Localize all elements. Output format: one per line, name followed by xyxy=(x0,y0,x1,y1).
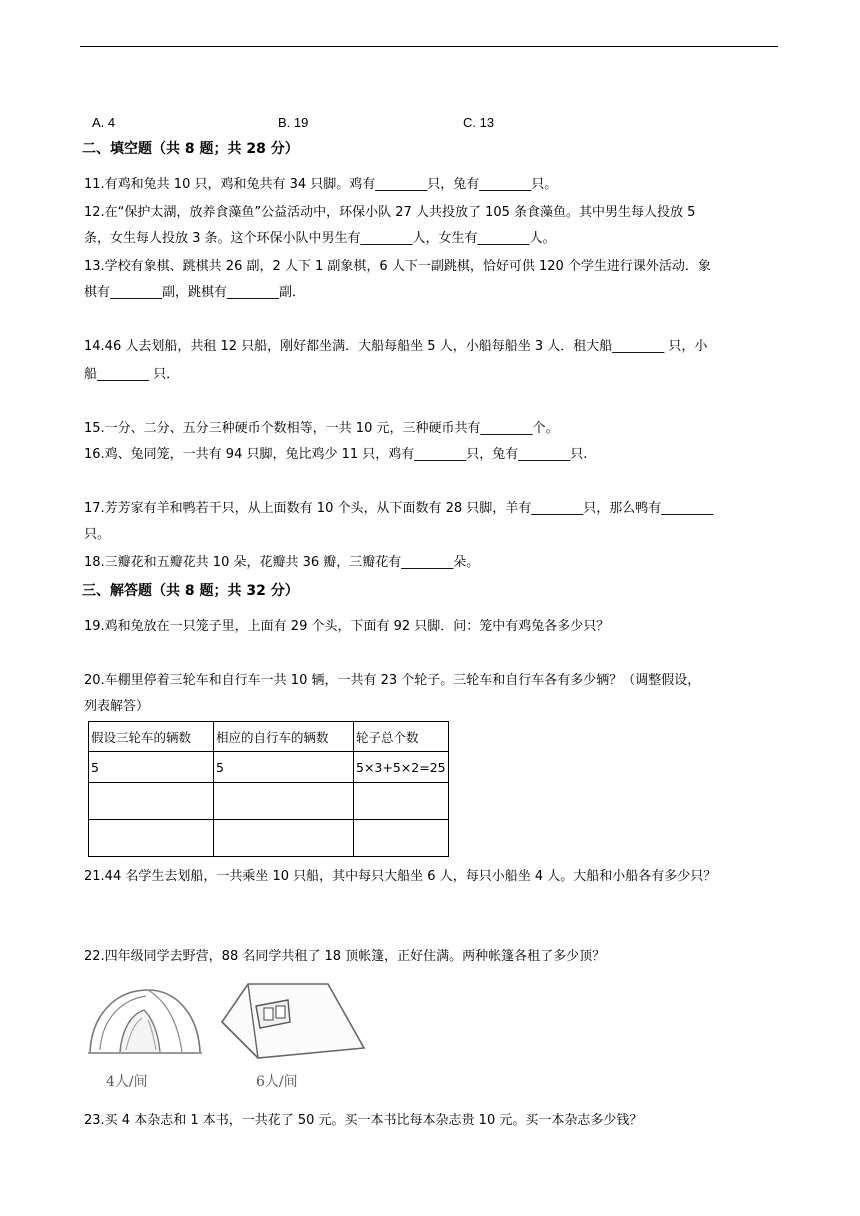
table-header-row xyxy=(89,722,449,752)
question-16: 16.鸡、兔同笼，一共有 94 只脚，兔比鸡少 11 只，鸡有________只，兔有________只. xyxy=(84,447,588,462)
question-11: 11.有鸡和兔共 10 只，鸡和兔共有 34 只脚。鸡有________只，兔有________只。 xyxy=(84,177,558,192)
question-21: 21.44 名学生去划船，一共乘坐 10 只船，其中每只大船坐 6 人，每只小船坐 4 人。大船和小船各有多少只？ xyxy=(84,869,717,884)
question-20-line1: 20.车棚里停着三轮车和自行车一共 10 辆，一共有 23 个轮子。三轮车和自行车各有多少辆？（调整假设， xyxy=(84,673,701,688)
table-row xyxy=(89,820,449,857)
table-cell xyxy=(354,820,449,857)
table-row xyxy=(89,783,449,820)
question-23: 23.买 4 本杂志和 1 本书，一共花了 50 元。买一本书比每本杂志贵 10 元。买一本杂志多少钱？ xyxy=(84,1113,643,1128)
header-rule xyxy=(80,46,778,47)
question-15: 15.一分、二分、五分三种硬币个数相等，一共 10 元，三种硬币共有________个。 xyxy=(84,421,559,436)
question-20-line2: 列表解答） xyxy=(84,699,150,714)
table-cell: 5×3+5×2=25 xyxy=(354,752,449,783)
question-22: 22.四年级同学去野营，88 名同学共租了 18 顶帐篷，正好住满。两种帐篷各租了多少顶？ xyxy=(84,949,606,964)
question-19: 19.鸡和兔放在一只笼子里，上面有 29 个头，下面有 92 只脚．问：笼中有鸡兔各多少只？ xyxy=(84,619,610,634)
small-tent-caption: 4人/间 xyxy=(106,1074,148,1090)
table-cell xyxy=(214,820,354,857)
table-row xyxy=(89,752,449,783)
option-b: B. 19 xyxy=(278,115,309,130)
table-header-cell: 轮子总个数 xyxy=(354,722,449,752)
section-3-title: 三、解答题（共 8 题；共 32 分） xyxy=(82,583,299,599)
option-a: A. 4 xyxy=(92,115,116,130)
option-c: C. 13 xyxy=(463,115,495,130)
question-17-line1: 17.芳芳家有羊和鸭若干只，从上面数有 10 个头，从下面数有 28 只脚，羊有________只，那么鸭有________ xyxy=(84,501,714,516)
assumption-table xyxy=(88,721,449,857)
table-cell xyxy=(214,783,354,820)
question-14-line2: 船________ 只． xyxy=(84,367,180,382)
table-cell: 5 xyxy=(214,752,354,783)
dome-tent-illustration xyxy=(86,984,204,1058)
question-12-line2: 条，女生每人投放 3 条。这个环保小队中男生有________人，女生有________人。 xyxy=(84,231,556,246)
table-cell: 5 xyxy=(89,752,214,783)
question-17-line2: 只。 xyxy=(84,527,111,542)
table-cell xyxy=(354,783,449,820)
table-cell xyxy=(89,820,214,857)
table-header-cell: 相应的自行车的辆数 xyxy=(214,722,354,752)
ridge-tent-illustration xyxy=(218,978,368,1064)
question-14-line1: 14.46 人去划船，共租 12 只船，刚好都坐满．大船每船坐 5 人，小船每船坐 3 人．租大船________ 只，小 xyxy=(84,339,708,354)
table-header-cell: 假设三轮车的辆数 xyxy=(89,722,214,752)
question-12-line1: 12.在“保护太湖，放养食藻鱼”公益活动中，环保小队 27 人共投放了 105 条食藻鱼。其中男生每人投放 5 xyxy=(84,205,696,220)
large-tent-caption: 6人/间 xyxy=(256,1074,298,1090)
table-cell xyxy=(89,783,214,820)
question-13-line2: 棋有________副，跳棋有________副． xyxy=(84,285,306,300)
question-13-line1: 13.学校有象棋、跳棋共 26 副，2 人下 1 副象棋，6 人下一副跳棋，恰好可供 120 个学生进行课外活动．象 xyxy=(84,259,711,274)
section-2-title: 二、填空题（共 8 题；共 28 分） xyxy=(82,141,299,157)
question-18: 18.三瓣花和五瓣花共 10 朵，花瓣共 36 瓣，三瓣花有________朵。 xyxy=(84,555,480,570)
